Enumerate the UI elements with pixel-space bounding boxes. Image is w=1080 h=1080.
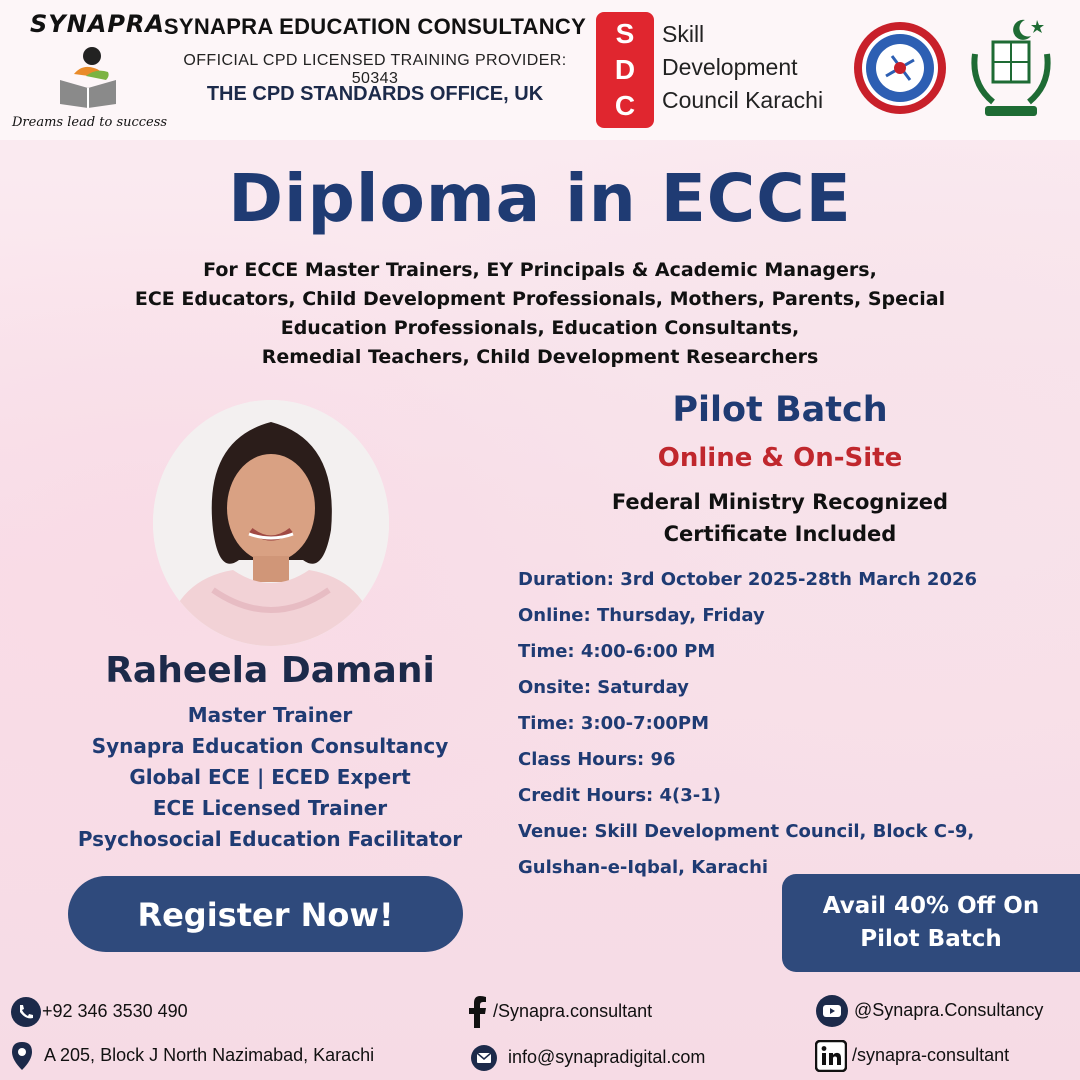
email-icon [470, 1044, 498, 1072]
footer-phone[interactable]: +92 346 3530 490 [10, 996, 188, 1028]
sdc-letter: S [615, 18, 635, 49]
trainer-role: Psychosocial Education Facilitator [77, 827, 463, 851]
detail-online-days: Online: Thursday, Friday [518, 605, 765, 626]
detail-credit-hours: Credit Hours: 4(3-1) [518, 785, 722, 806]
trainer-roles [40, 700, 500, 855]
detail-venue: Venue: Skill Development Council, Block C-9, [518, 821, 975, 842]
government-emblem-icon [965, 14, 1057, 124]
detail-venue-area: Gulshan-e-Iqbal, Karachi [518, 857, 769, 878]
location-pin-icon [10, 1040, 34, 1072]
detail-online-time: Time: 4:00-6:00 PM [518, 641, 716, 662]
trainer-photo [153, 400, 389, 646]
batch-title: Pilot Batch [672, 390, 888, 430]
sdc-letter: D [614, 54, 636, 85]
brand-tagline: Dreams lead to success [12, 115, 168, 130]
detail-duration: Duration: 3rd October 2025-28th March 2026 [518, 569, 978, 590]
sdc-seal-icon [852, 20, 948, 116]
book-head-logo-icon [52, 44, 124, 108]
linkedin-icon [815, 1040, 847, 1072]
org-title: SYNAPRA EDUCATION CONSULTANCY [163, 14, 587, 39]
footer-email-link[interactable]: info@synapradigital.com [470, 1044, 705, 1072]
batch-mode: Online & On-Site [657, 443, 903, 473]
phone-icon [10, 996, 42, 1028]
target-audience: For ECCE Master Trainers, EY Principals & Academic Managers, ECE Educators, Child Development Professionals, Mothers, Parents, Special Education Professionals, Education Consultants, Remedial Teachers, Child Development Researchers [134, 259, 946, 368]
detail-onsite-time: Time: 3:00-7:00PM [518, 713, 709, 734]
course-title: Diploma in ECCE [228, 160, 852, 237]
trainer-role: Synapra Education Consultancy [91, 734, 449, 758]
trainer-role: ECE Licensed Trainer [152, 796, 388, 820]
batch-details [518, 562, 1058, 886]
trainer-role: Master Trainer [187, 703, 353, 727]
footer-linkedin-link[interactable]: /synapra-consultant [815, 1040, 1009, 1072]
org-office: THE CPD STANDARDS OFFICE, UK [206, 83, 544, 105]
sdc-letter: C [614, 90, 636, 121]
register-now-button[interactable]: Register Now! [68, 876, 463, 952]
org-license: OFFICIAL CPD LICENSED TRAINING PROVIDER: 50343 [183, 52, 567, 87]
discount-offer-badge: Avail 40% Off On Pilot Batch [782, 874, 1080, 972]
footer-youtube-link[interactable]: @Synapra.Consultancy [815, 994, 1043, 1028]
facebook-icon [468, 996, 488, 1028]
youtube-icon [815, 994, 849, 1028]
trainer-role: Global ECE | ECED Expert [129, 765, 411, 789]
brand-wordmark: SYNAPRA [30, 10, 165, 38]
footer-facebook-link[interactable]: /Synapra.consultant [468, 996, 652, 1028]
detail-class-hours: Class Hours: 96 [518, 749, 676, 770]
trainer-name: Raheela Damani [105, 650, 435, 691]
certificate-note: Federal Ministry Recognized Certificate Included [611, 490, 949, 546]
trainer-portrait-icon [153, 400, 389, 646]
detail-onsite-day: Onsite: Saturday [518, 677, 689, 698]
sdc-badge [596, 12, 654, 128]
sdc-name: Skill Development Council Karachi [662, 21, 824, 113]
footer-address: A 205, Block J North Nazimabad, Karachi [10, 1040, 374, 1072]
